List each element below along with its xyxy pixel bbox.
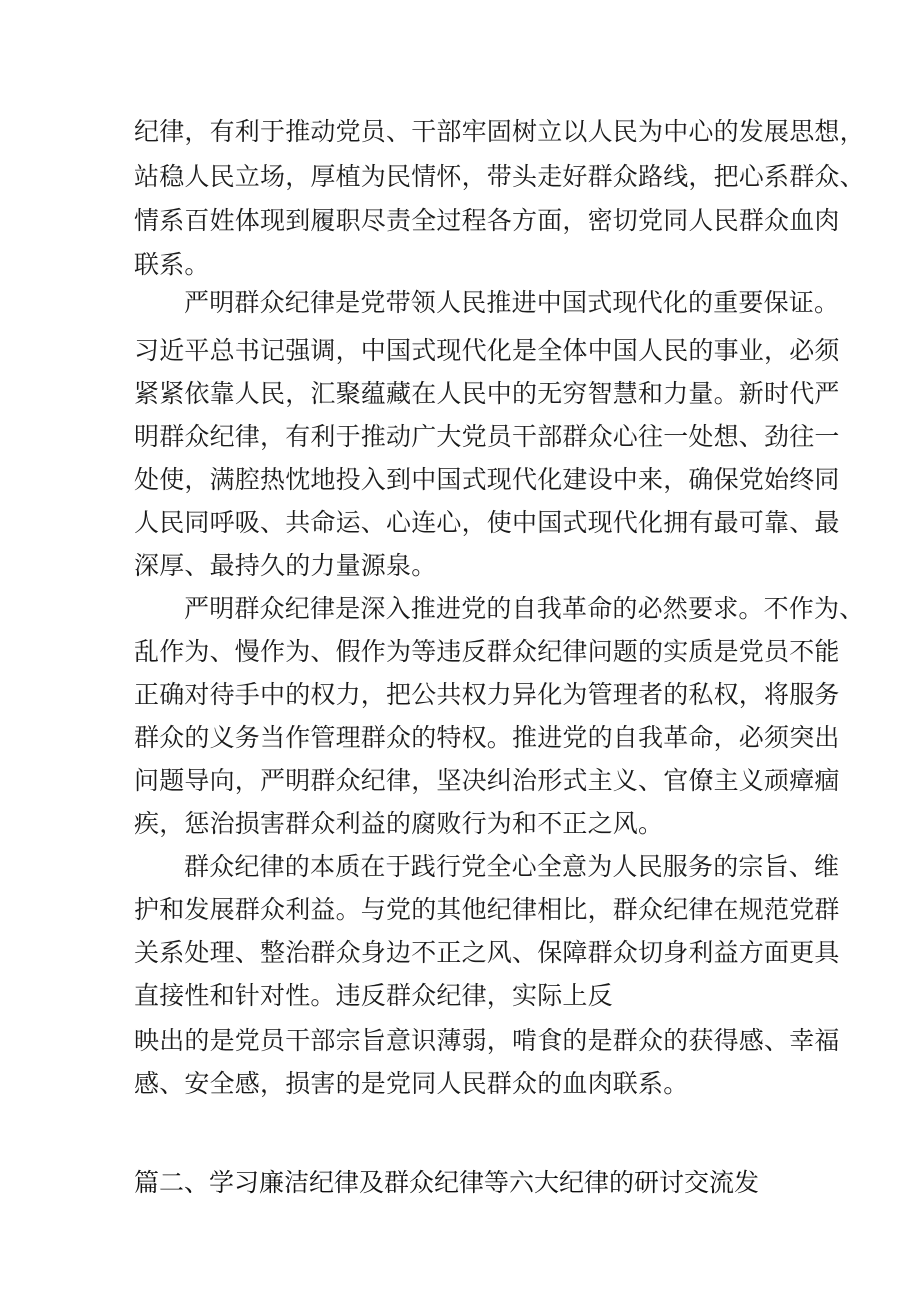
text-line: 人民同呼吸、共命运、心连心，使中国式现代化拥有最可靠、最 — [134, 508, 840, 537]
text-line: 问题导向，严明群众纪律，坚决纠治形式主义、官僚主义顽瘴痼 — [134, 766, 840, 795]
text-line: 群众纪律的本质在于践行党全心全意为人民服务的宗旨、维 — [184, 852, 840, 881]
text-line: 疾，惩治损害群众利益的腐败行为和不正之风。 — [134, 809, 664, 838]
text-line: 护和发展群众利益。与党的其他纪律相比，群众纪律在规范党群 — [134, 895, 840, 924]
text-line: 严明群众纪律是党带领人民推进中国式现代化的重要保证。 — [184, 288, 840, 317]
text-line: 映出的是党员干部宗旨意识薄弱，啃食的是群众的获得感、幸福 — [134, 1026, 840, 1055]
text-line: 处使，满腔热忱地投入到中国式现代化建设中来，确保党始终同 — [134, 465, 840, 494]
text-line: 情系百姓体现到履职尽责全过程各方面，密切党同人民群众血肉 — [134, 206, 840, 235]
section-heading: 篇二、学习廉洁纪律及群众纪律等六大纪律的研讨交流发 — [134, 1168, 760, 1197]
text-line: 站稳人民立场，厚植为民情怀，带头走好群众路线，把心系群众、 — [134, 162, 865, 191]
text-line: 深厚、最持久的力量源泉。 — [134, 551, 437, 580]
text-line: 正确对待手中的权力，把公共权力异化为管理者的私权，将服务 — [134, 680, 840, 709]
text-line: 习近平总书记强调，中国式现代化是全体中国人民的事业，必须 — [134, 336, 840, 365]
text-line: 纪律，有利于推动党员、干部牢固树立以人民为中心的发展思想， — [134, 117, 865, 146]
text-line: 直接性和针对性。违反群众纪律，实际上反 — [134, 981, 613, 1010]
text-line: 群众的义务当作管理群众的特权。推进党的自我革命，必须突出 — [134, 723, 840, 752]
text-line: 明群众纪律，有利于推动广大党员干部群众心往一处想、劲往一 — [134, 422, 840, 451]
text-line: 感、安全感，损害的是党同人民群众的血肉联系。 — [134, 1069, 689, 1098]
text-line: 严明群众纪律是深入推进党的自我革命的必然要求。不作为、 — [184, 594, 865, 623]
text-line: 乱作为、慢作为、假作为等违反群众纪律问题的实质是党员不能 — [134, 637, 840, 666]
text-line: 紧紧依靠人民，汇聚蕴藏在人民中的无穷智慧和力量。新时代严 — [134, 379, 840, 408]
text-line: 联系。 — [134, 250, 210, 279]
text-line: 关系处理、整治群众身边不正之风、保障群众切身利益方面更具 — [134, 938, 840, 967]
